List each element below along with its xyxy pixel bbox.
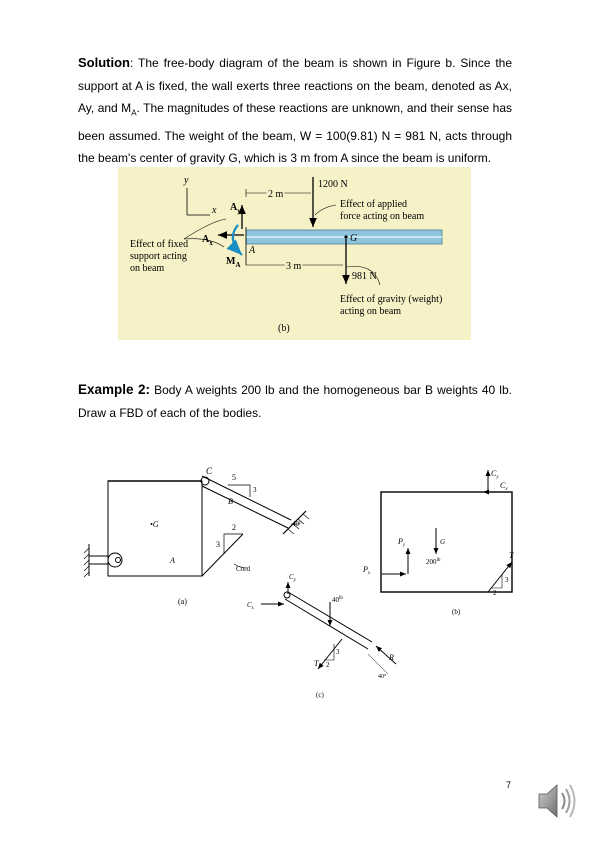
cy-label-c: $C_y$ (289, 573, 296, 583)
example-paragraph (78, 378, 512, 425)
cx-label-b: $C_x$ (500, 481, 508, 492)
ma-moment-arrow (233, 225, 242, 255)
body-bar-svg (78, 464, 525, 704)
speaker-icon-svg (533, 778, 579, 824)
weight-200-label: $200^{lb}$ (426, 558, 441, 566)
t-label-c: T (314, 659, 319, 668)
pin-c-fbd (284, 592, 290, 598)
note-gravity-1: Effect of gravity (weight) (340, 294, 443, 305)
t-c-2: 2 (326, 661, 330, 669)
solution-text-2: . The magnitudes of these reactions are unknown, and their sense has been assumed. The weight of the beam, W = 100(9.81) N = 981 N, acts through the beam's center of gravity G, which is 3 m from A since the beam is uniform. (78, 101, 512, 166)
solution-label: Solution (78, 55, 130, 70)
figure-beam-fbd (118, 167, 471, 340)
angle-40-c: 40° (378, 674, 387, 680)
note-fixed-1: Effect of fixed (130, 239, 189, 250)
ma-label: $M_A$ (226, 256, 241, 269)
slope-5: 5 (232, 473, 236, 482)
point-g-dot (344, 235, 347, 238)
axis-y-label: y (184, 175, 189, 186)
ay-label: $A_y$ (230, 202, 241, 215)
figure-body-bar (78, 464, 525, 704)
note-gravity-2: acting on beam (340, 306, 402, 317)
force-1200-label: 1200 N (318, 179, 348, 190)
note-applied-2: force acting on beam (340, 211, 425, 222)
beam-fbd-svg (118, 167, 471, 340)
g-label-b: G (440, 538, 446, 546)
label-a: A (170, 556, 175, 565)
speaker-icon[interactable] (533, 778, 579, 824)
t-c-3: 3 (336, 648, 340, 656)
cord-3: 3 (216, 540, 220, 549)
cord-label: Cord (236, 565, 250, 573)
caption-b: (b) (452, 608, 461, 616)
cx-label-c: $C_x$ (247, 601, 254, 611)
angle-40-a: 40° (292, 520, 302, 528)
slope-3: 3 (253, 486, 257, 494)
label-c-top: C (206, 466, 213, 476)
py-label: $P_y$ (398, 537, 406, 548)
figure-b-caption: (b) (278, 323, 290, 334)
px-label: $P_x$ (363, 565, 371, 576)
page-number: 7 (506, 780, 512, 790)
t-b-2: 2 (493, 589, 497, 597)
point-g-label: G (350, 233, 358, 244)
point-a-label: A (249, 245, 256, 256)
solution-text: : The free-body diagram of the beam is shown in Figure b. Since the support at A is fixed, the wall exerts three reactions on the beam, denoted as Ax, Ay, and M (78, 56, 512, 115)
note-fixed-3: on beam (130, 263, 165, 274)
axis-x-label: x (212, 205, 217, 216)
caption-c: (c) (316, 691, 324, 699)
caption-a: (a) (178, 597, 187, 606)
note-applied-1: Effect of applied (340, 199, 408, 210)
solution-paragraph (78, 52, 512, 170)
t-label-b: T (509, 551, 514, 560)
ax-label: $A_x$ (202, 234, 213, 247)
dim-2m-label: 2 m (268, 189, 284, 200)
dim-3m-label: 3 m (286, 261, 302, 272)
cord-2: 2 (232, 523, 236, 532)
r-label: R (389, 653, 394, 662)
t-b-3: 3 (505, 576, 509, 584)
label-g-a: •G (150, 520, 159, 529)
applied-leader (315, 205, 336, 215)
force-981-label: 981 N (352, 271, 377, 282)
note-fixed-2: support acting (130, 251, 187, 262)
cy-label-b: $C_y$ (491, 469, 499, 480)
label-b: B (228, 497, 233, 506)
weight-40-label: $40^{lb}$ (332, 596, 343, 604)
solution-sub: A (131, 108, 137, 118)
example-label: Example 2: (78, 382, 151, 397)
example-text: Body A weights 200 lb and the homogeneous bar B weights 40 lb. Draw a FBD of each of the bodies. (78, 383, 512, 420)
